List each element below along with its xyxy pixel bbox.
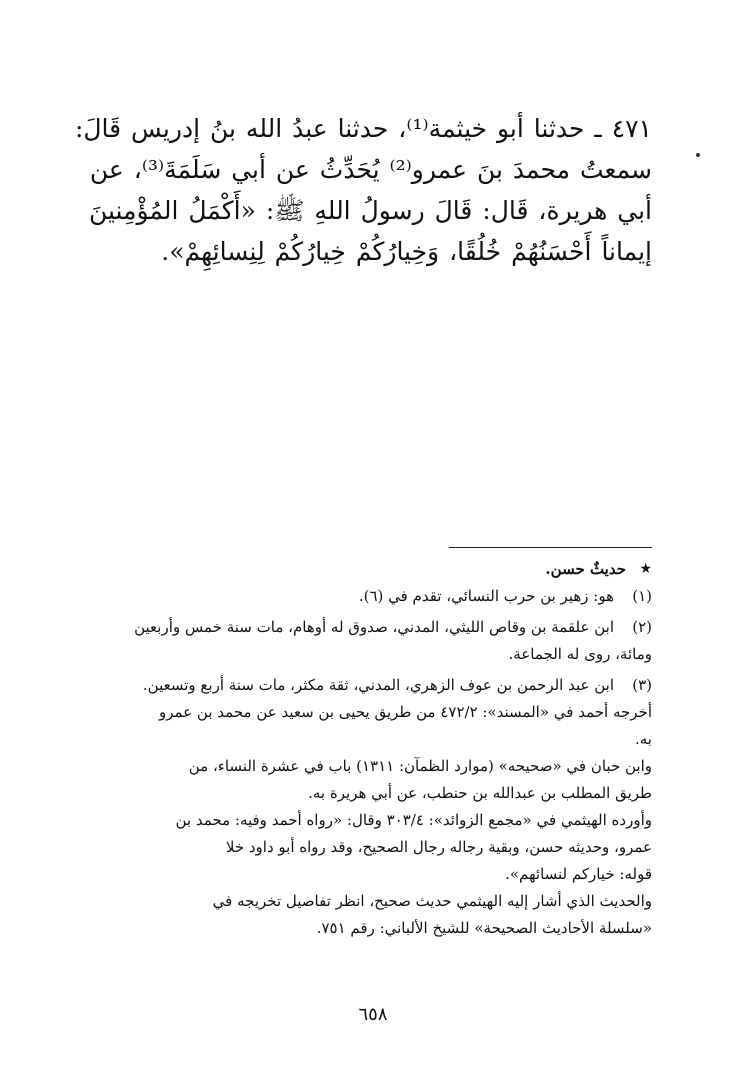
footnote-3: [100, 672, 652, 699]
takhrij-text: طريق المطلب بن عبدالله بن حنطب، عن أبي هريرة به.: [308, 784, 652, 802]
takhrij-line: [100, 807, 652, 834]
grade-line: [100, 556, 652, 583]
footnote-2: [100, 614, 652, 641]
footnote-marker: (١): [632, 587, 652, 605]
takhrij-text: وأورده الهيثمي في «مجمع الزوائد»: ٣٠٣/٤ وقال: «رواه أحمد وفيه: محمد بن: [175, 811, 652, 829]
footnote-1: [100, 583, 652, 610]
takhrij-line: [100, 915, 652, 942]
footnote-text: ابن عبد الرحمن بن عوف الزهري، المدني، ثقة مكثر، مات سنة أربع وتسعين.: [142, 676, 614, 694]
hadith-line: سمعتُ محمدَ بنَ عمرو⁽²⁾ يُحَدِّثُ عن أبي سَلَمَةَ⁽³⁾، عن: [89, 155, 652, 184]
footnotes: [100, 556, 652, 942]
hadith-line: ٤٧١ ـ حدثنا أبو خيثمة⁽¹⁾، حدثنا عبدُ الله بنُ إدريس قَالَ:: [74, 114, 652, 143]
footnote-text: ابن علقمة بن وقاص الليثي، المدني، صدوق له أوهام، مات سنة خمس وأربعين: [134, 618, 614, 636]
takhrij-text: أخرجه أحمد في «المسند»: ٤٧٢/٢ من طريق يحيى بن سعيد عن محمد بن عمرو: [159, 703, 652, 721]
footnote-text: هو: زهير بن حرب النسائي، تقدم في (٦).: [358, 587, 614, 605]
takhrij-line: [100, 780, 652, 807]
takhrij-line: [100, 726, 652, 753]
takhrij-line: [100, 753, 652, 780]
footnote-text: ومائة، روى له الجماعة.: [508, 645, 652, 663]
hadith-line: إيماناً أَحْسَنُهُمْ خُلُقًا، وَخِيارُكُمْ خِيارُكُمْ لِنِسائِهِمْ».: [161, 237, 652, 266]
takhrij-line: [100, 699, 652, 726]
hadith-line: أبي هريرة، قَال: قَالَ رسولُ اللهِ ﷺ: «أَكْمَلُ المُؤْمِنينَ: [88, 196, 652, 225]
takhrij-text: «سلسلة الأحاديث الصحيحة» للشيخ الألباني: رقم ٧٥١.: [316, 919, 652, 937]
page-number: ٦٥٨: [358, 1004, 388, 1025]
takhrij-line: [100, 888, 652, 915]
grade-text: حديثٌ حسن.: [545, 560, 626, 578]
takhrij-line: [100, 861, 652, 888]
footnote-marker: (٢): [632, 618, 652, 636]
takhrij-line: [100, 834, 652, 861]
takhrij-text: وابن حبان في «صحيحه» (موارد الظمآن: ١٣١١) باب في عشرة النساء، من: [188, 757, 652, 775]
star-icon: ★: [639, 561, 652, 577]
footnote-separator: [449, 547, 652, 548]
takhrij-text: والحديث الذي أشار إليه الهيثمي حديث صحيح، انظر تفاصيل تخريجه في: [212, 892, 652, 910]
takhrij-text: به.: [635, 730, 652, 748]
footnote-marker: (٣): [632, 676, 652, 694]
takhrij-text: قوله: خياركم لنسائهم».: [505, 865, 652, 883]
hadith-text: [74, 108, 652, 272]
footnote-2-cont: [100, 641, 652, 668]
ink-dot: [696, 153, 700, 157]
takhrij-text: عمرو، وحديثه حسن، وبقية رجاله رجال الصحيح، وقد رواه أبو داود خلا: [225, 838, 652, 856]
